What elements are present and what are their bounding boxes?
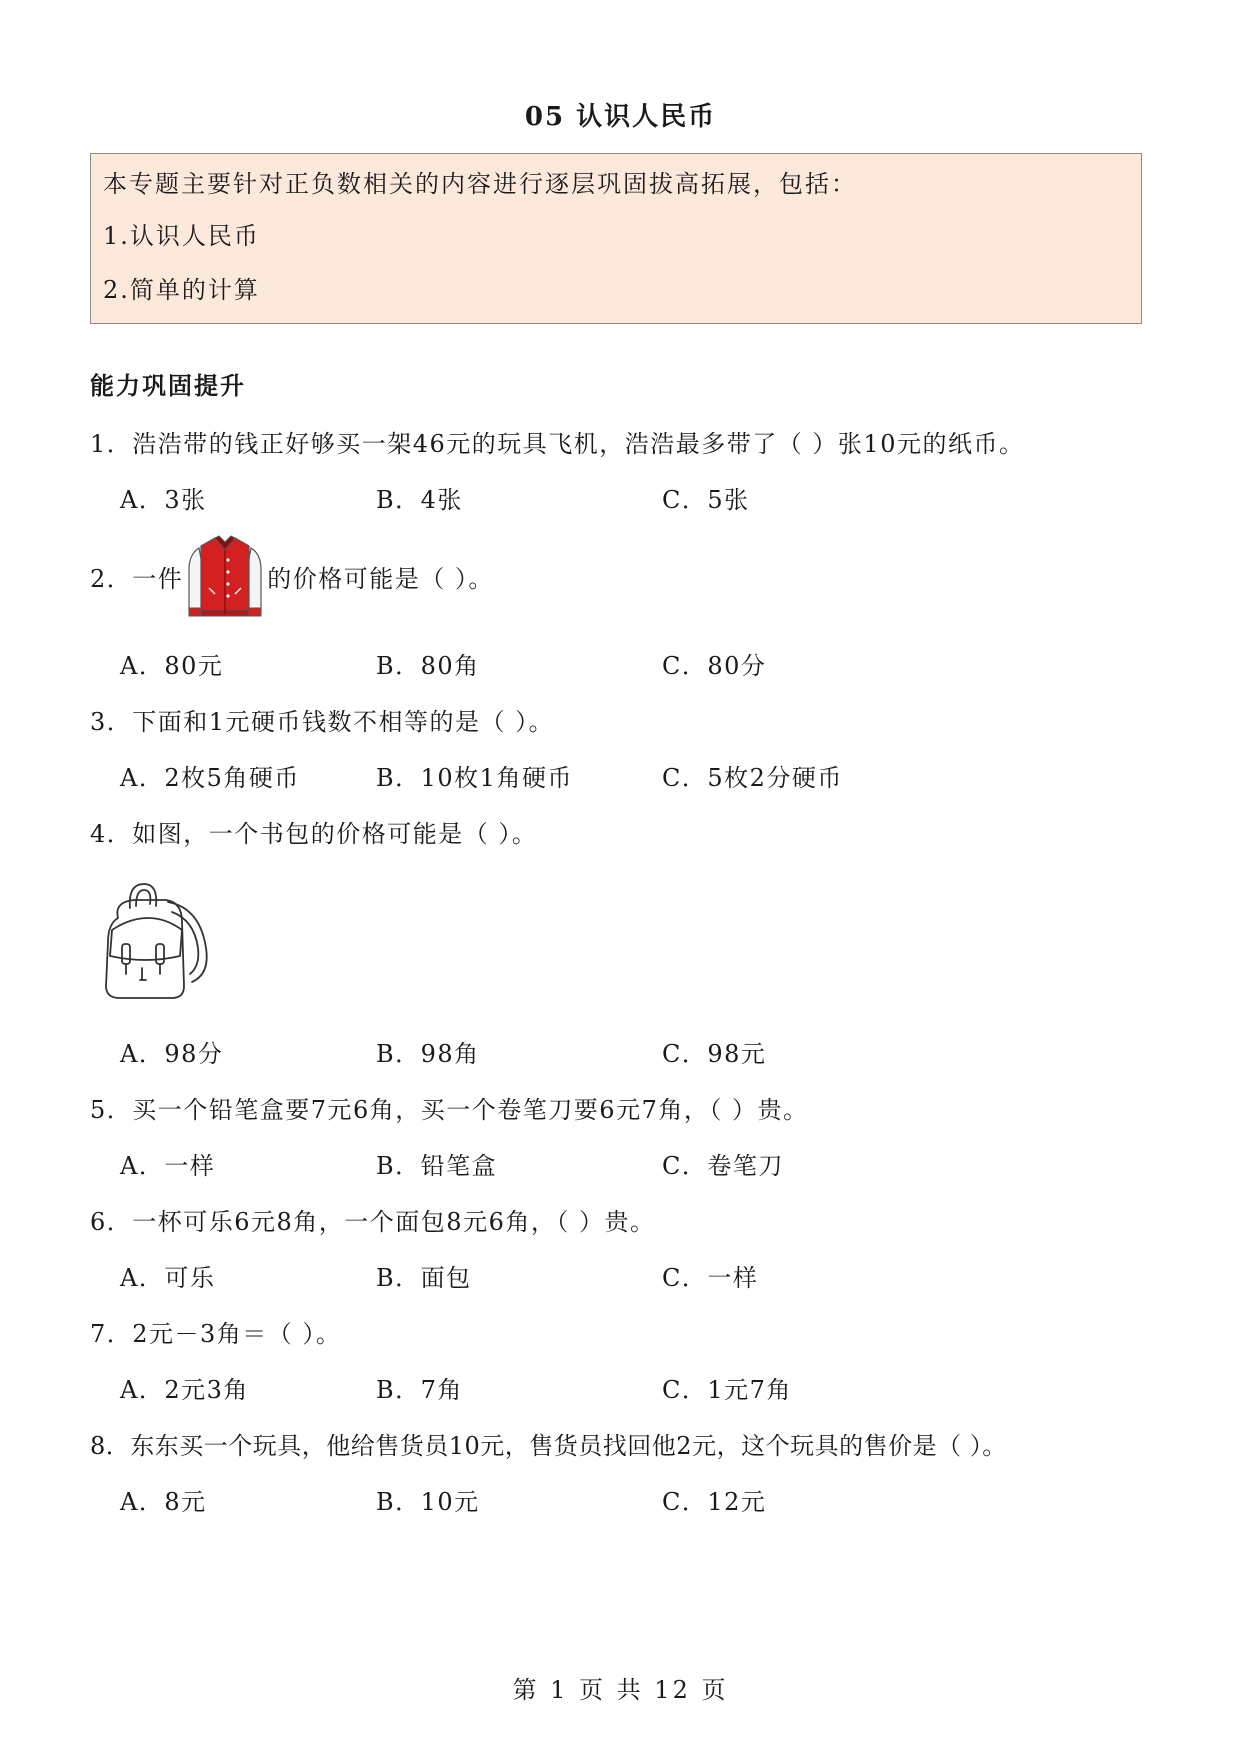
question-1-option-c[interactable]: C．5张 <box>662 486 750 514</box>
intro-line-2: 1.认识人民币 <box>103 222 260 250</box>
question-7-option-a[interactable]: A．2元3角 <box>120 1376 249 1404</box>
question-2-option-b[interactable]: B．80角 <box>376 652 480 680</box>
backpack-icon <box>100 878 215 1004</box>
question-3: 3．下面和1元硬币钱数不相等的是（ ）。 <box>90 708 555 736</box>
question-4-option-b[interactable]: B．98角 <box>376 1040 480 1068</box>
question-4: 4．如图，一个书包的价格可能是（ ）。 <box>90 820 538 848</box>
question-2 <box>90 530 494 622</box>
question-5-option-b[interactable]: B．铅笔盒 <box>376 1152 498 1180</box>
question-2-text-after: 的价格可能是（ ）。 <box>267 564 494 593</box>
question-3-option-a[interactable]: A．2枚5角硬币 <box>120 764 300 792</box>
question-5: 5．买一个铅笔盒要7元6角，买一个卷笔刀要6元7角，（ ）贵。 <box>90 1096 809 1124</box>
page-title: 05 认识人民币 <box>524 102 717 132</box>
question-6: 6．一杯可乐6元8角，一个面包8元6角，（ ）贵。 <box>90 1208 656 1236</box>
question-3-option-c[interactable]: C．5枚2分硬币 <box>662 764 843 792</box>
question-7-option-c[interactable]: C．1元7角 <box>662 1376 792 1404</box>
question-1-option-b[interactable]: B．4张 <box>376 486 463 514</box>
question-5-option-a[interactable]: A．一样 <box>120 1152 216 1180</box>
intro-box <box>90 153 1142 324</box>
question-5-option-c[interactable]: C．卷笔刀 <box>662 1152 784 1180</box>
question-6-option-c[interactable]: C．一样 <box>662 1264 759 1292</box>
question-6-option-a[interactable]: A．可乐 <box>120 1264 216 1292</box>
page-footer: 第 1 页 共 12 页 <box>512 1676 729 1704</box>
question-1-option-a[interactable]: A．3张 <box>120 486 207 514</box>
question-8-option-c[interactable]: C．12元 <box>662 1488 767 1516</box>
question-3-option-b[interactable]: B．10枚1角硬币 <box>376 764 573 792</box>
question-4-option-a[interactable]: A．98分 <box>120 1040 224 1068</box>
question-2-option-c[interactable]: C．80分 <box>662 652 767 680</box>
intro-line-3: 2.简单的计算 <box>103 276 260 304</box>
section-heading: 能力巩固提升 <box>90 371 246 400</box>
question-2-option-a[interactable]: A．80元 <box>120 652 224 680</box>
question-6-option-b[interactable]: B．面包 <box>376 1264 472 1292</box>
question-8: 8．东东买一个玩具，他给售货员10元，售货员找回他2元，这个玩具的售价是（ ）。 <box>90 1432 1007 1460</box>
jacket-icon <box>185 530 265 622</box>
question-8-option-b[interactable]: B．10元 <box>376 1488 480 1516</box>
question-4-option-c[interactable]: C．98元 <box>662 1040 767 1068</box>
question-1: 1．浩浩带的钱正好够买一架46元的玩具飞机，浩浩最多带了（ ）张10元的纸币。 <box>90 430 1025 458</box>
question-2-text-before: 2．一件 <box>90 564 184 593</box>
question-8-option-a[interactable]: A．8元 <box>120 1488 207 1516</box>
question-7: 7．2元－3角＝（ ）。 <box>90 1320 342 1348</box>
question-7-option-b[interactable]: B．7角 <box>376 1376 463 1404</box>
intro-line-1: 本专题主要针对正负数相关的内容进行逐层巩固拔高拓展，包括： <box>103 170 857 198</box>
